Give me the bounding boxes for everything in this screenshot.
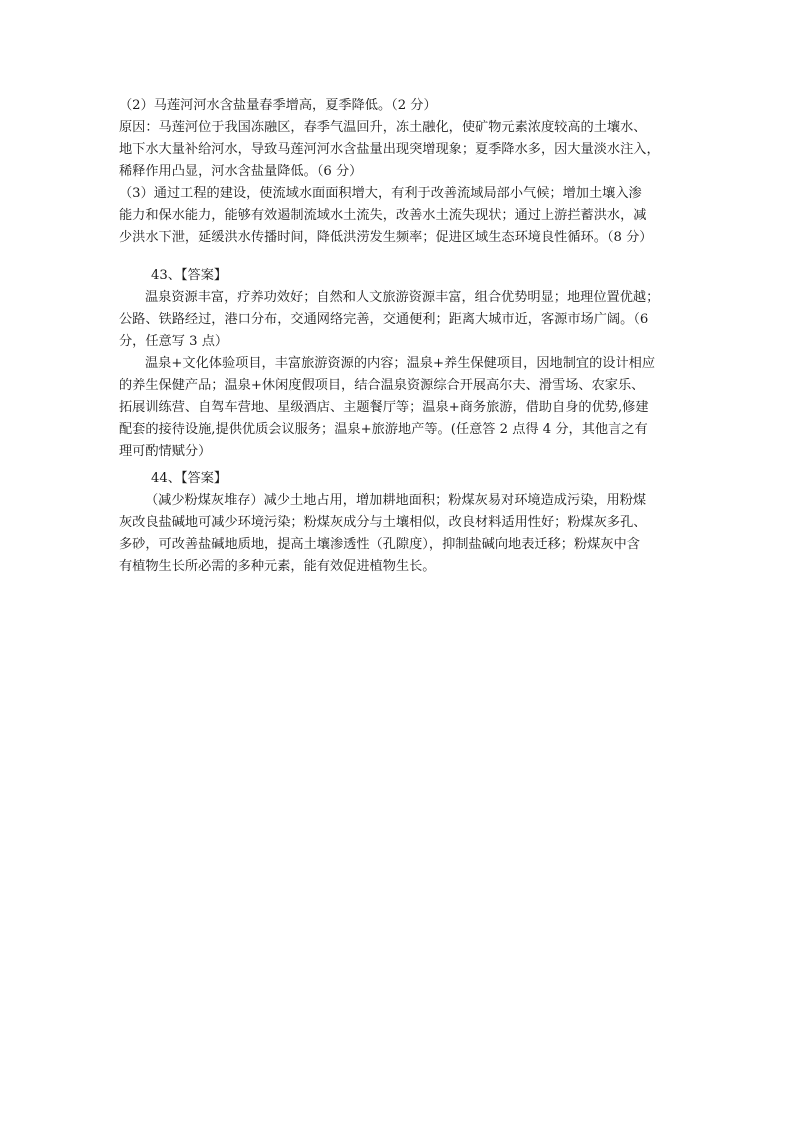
- text-line: （2）马莲河河水含盐量春季增高，夏季降低。（2 分）: [119, 98, 437, 113]
- text-line: 少洪水下泄，延缓洪水传播时间，降低洪涝发生频率；促进区域生态环境良性循环。（8 分）: [119, 230, 653, 245]
- question-heading: 44、【答案】: [151, 471, 228, 486]
- text-line: 公路、铁路经过，港口分布，交通网络完善，交通便利；距离大城市近，客源市场广阔。（6: [119, 312, 649, 327]
- text-line: 温泉资源丰富，疗养功效好；自然和人文旅游资源丰富，组合优势明显；地理位置优越；: [145, 290, 660, 305]
- text-line: 的养生保健产品；温泉+休闲度假项目，结合温泉资源综合开展高尔夫、滑雪场、农家乐、: [119, 378, 645, 393]
- text-line: 能力和保水能力，能够有效遏制流域水土流失，改善水土流失现状；通过上游拦蓄洪水，减: [119, 208, 647, 223]
- text-line: 原因：马莲河位于我国冻融区，春季气温回升，冻土融化，使矿物元素浓度较高的土壤水、: [119, 120, 647, 135]
- text-line: 灰改良盐碱地可减少环境污染；粉煤灰成分与土壤相似，改良材料适用性好；粉煤灰多孔、: [119, 515, 647, 530]
- text-line: 温泉+文化体验项目，丰富旅游资源的内容；温泉+养生保健项目，因地制宜的设计相应: [145, 356, 656, 371]
- text-line: 配套的接待设施,提供优质会议服务；温泉+旅游地产等。(任意答 2 点得 4 分，其他言之有: [119, 422, 648, 437]
- text-line: 地下水大量补给河水，导致马莲河河水含盐量出现突增现象；夏季降水多，因大量淡水注入，: [119, 142, 660, 157]
- text-line: （3）通过工程的建设，使流域水面面积增大，有利于改善流域局部小气候；增加土壤入渗: [119, 186, 642, 201]
- answer-section-prev: [119, 95, 685, 249]
- text-line: 稀释作用凸显，河水含盐量降低。（6 分）: [119, 164, 363, 179]
- answer-section-43: [119, 265, 685, 463]
- question-heading: 43、【答案】: [151, 268, 228, 283]
- text-line: 多砂，可改善盐碱地质地，提高土壤渗透性（孔隙度），抑制盐碱向地表迁移；粉煤灰中含: [119, 537, 640, 552]
- text-line: 拓展训练营、自驾车营地、星级酒店、主题餐厅等；温泉+商务旅游，借助自身的优势,修建: [119, 400, 649, 415]
- answer-section-44: [119, 468, 685, 578]
- text-line: （减少粉煤灰堆存）减少土地占用，增加耕地面积；粉煤灰易对环境造成污染，用粉煤: [145, 493, 647, 508]
- text-line: 分，任意写 3 点）: [119, 334, 229, 349]
- text-line: 理可酌情赋分）: [119, 444, 212, 459]
- text-line: 有植物生长所必需的多种元素，能有效促进植物生长。: [119, 559, 436, 574]
